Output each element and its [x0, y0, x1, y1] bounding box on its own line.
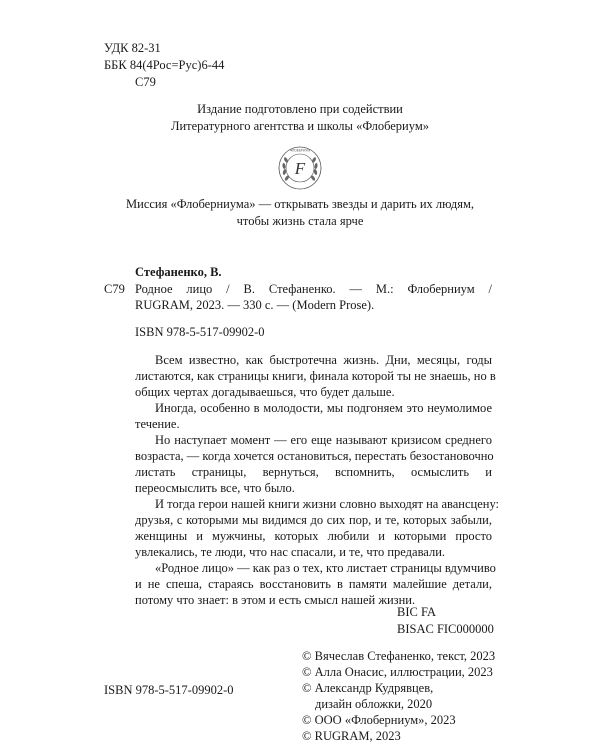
bic-code: BIC FA: [397, 605, 437, 619]
annotation: [135, 352, 500, 608]
author-heading: Стефаненко, В.: [135, 265, 222, 279]
annotation-line: возраста, — когда хочется остановиться, перестать безостановочно: [135, 449, 494, 463]
bibliographic-description: [135, 281, 492, 313]
annotation-line: Иногда, особенно в молодости, мы подгоняем это неумолимое: [155, 401, 492, 415]
bisac-code: BISAC FIC000000: [397, 622, 494, 636]
annotation-line: Всем известно, как быстротечна жизнь. Дни, месяцы, годы: [155, 353, 492, 367]
annotation-line: потому что знает: в этом и есть смысл нашей жизни.: [135, 593, 416, 607]
author-mark: С79: [135, 75, 156, 89]
floberium-laurel-logo-icon: [277, 145, 323, 191]
margin-author-mark: С79: [104, 282, 125, 296]
annotation-line: и не спеша, стараясь восстановить в памяти малейшие детали,: [135, 577, 492, 591]
annotation-line: «Родное лицо» — как раз о тех, кто листает страницы вдумчиво: [155, 561, 496, 575]
annotation-line: переосмыслить все, что было.: [135, 481, 295, 495]
copyright-line: © RUGRAM, 2023: [302, 729, 401, 743]
isbn-line: ISBN 978-5-517-09902-0: [135, 325, 265, 339]
copyright-line: © Вячеслав Стефаненко, текст, 2023: [302, 649, 496, 663]
publisher-note-line-1: Издание подготовлено при содействии: [197, 102, 403, 116]
svg-text:F: F: [294, 159, 306, 178]
bbk-code: ББК 84(4Рос=Рус)6-44: [104, 58, 225, 72]
annotation-line: листаются, как страницы книги, финала которой ты не знаешь, но в: [135, 369, 496, 383]
annotation-line: друзья, с которыми мы видимся до сих пор, и те, которых забыли,: [135, 513, 492, 527]
copyright-line: © ООО «Флоберниум», 2023: [302, 713, 456, 727]
annotation-line: Но наступает момент — его еще называют кризисом среднего: [155, 433, 492, 447]
annotation-line: женщины и мужчины, которых любили и которыми просто: [135, 529, 492, 543]
annotation-line: течение.: [135, 417, 180, 431]
publisher-note-line-2: Литературного агентства и школы «Флобериум»: [170, 119, 429, 133]
footer-isbn: ISBN 978-5-517-09902-0: [104, 683, 234, 697]
annotation-line: листать страницы, вернуться, вспомнить, осмыслить и: [135, 465, 492, 479]
annotation-line: увлекались, те люди, что нас спасали, и те, что предавали.: [135, 545, 446, 559]
description-line-2: RUGRAM, 2023. — 330 с. — (Modern Prose).: [135, 298, 375, 312]
copyright-line: © Алла Онасис, иллюстрации, 2023: [302, 665, 493, 679]
copyright-line: © Александр Кудрявцев,: [302, 681, 434, 695]
udk-code: УДК 82-31: [104, 41, 161, 55]
svg-text:ФЛОБЕРИУМ: ФЛОБЕРИУМ: [289, 148, 311, 153]
annotation-line: общих чертах догадываешься, что будет дальше.: [135, 385, 395, 399]
annotation-line: И тогда герои нашей книги жизни словно выходят на авансцену:: [155, 497, 500, 511]
copyright-line: дизайн обложки, 2020: [315, 697, 433, 711]
mission-line-2: чтобы жизнь стала ярче: [236, 214, 364, 228]
mission-line-1: Миссия «Флоберниума» — открывать звезды и дарить их людям,: [126, 197, 474, 211]
copyright-block: [302, 648, 495, 744]
description-line-1: Родное лицо / В. Стефаненко. — М.: Флоберниум /: [135, 282, 492, 296]
